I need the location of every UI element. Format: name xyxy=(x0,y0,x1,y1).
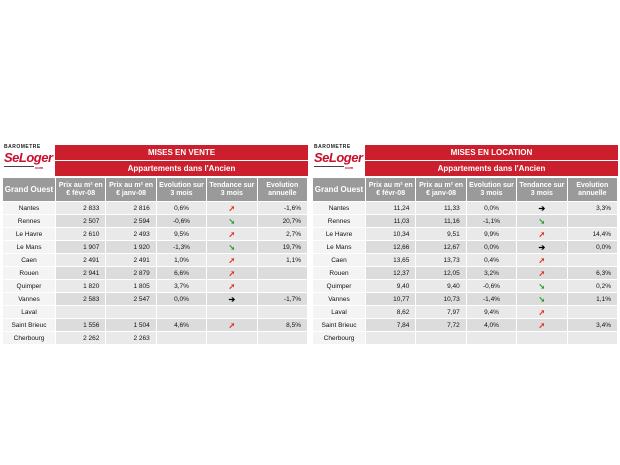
price-feb-cell xyxy=(366,332,416,345)
trend-cell xyxy=(207,202,257,215)
trend-cell xyxy=(207,254,257,267)
vente-table-body xyxy=(3,202,308,345)
trend-cell xyxy=(517,228,567,241)
city-cell: Le Havre xyxy=(313,228,366,241)
table-row xyxy=(313,293,618,306)
evol-annual-cell xyxy=(567,254,617,267)
evol-3m-cell: 0,4% xyxy=(466,254,516,267)
trend-cell xyxy=(517,293,567,306)
logo-top-text: BAROMETRE xyxy=(4,144,41,150)
evol-annual-cell xyxy=(257,332,307,345)
price-feb-cell: 7,84 xyxy=(366,319,416,332)
trend-flat-arrow-icon: ➔ xyxy=(228,294,236,304)
price-feb-cell: 2 507 xyxy=(56,215,106,228)
table-row xyxy=(3,254,308,267)
evol-annual-cell: 20,7% xyxy=(257,215,307,228)
evol-3m-cell: 0,6% xyxy=(156,202,206,215)
section-title: MISES EN VENTE xyxy=(55,145,308,161)
price-feb-cell: 9,40 xyxy=(366,280,416,293)
col-header-price-jan: Prix au m² en € janv-08 xyxy=(106,178,156,202)
city-cell: Cherbourg xyxy=(3,332,56,345)
table-header-row xyxy=(3,178,308,202)
evol-annual-cell: 8,5% xyxy=(257,319,307,332)
price-feb-cell: 2 583 xyxy=(56,293,106,306)
city-cell: Nantes xyxy=(3,202,56,215)
evol-3m-cell: 4,6% xyxy=(156,319,206,332)
trend-cell xyxy=(517,332,567,345)
trend-down-arrow-icon: ➘ xyxy=(538,216,546,226)
price-jan-cell: 11,16 xyxy=(416,215,466,228)
logo-underline xyxy=(314,166,344,167)
evol-3m-cell xyxy=(156,332,206,345)
col-header-trend-3m: Tendance sur 3 mois xyxy=(517,178,567,202)
trend-cell xyxy=(207,332,257,345)
price-jan-cell xyxy=(416,332,466,345)
city-cell: Le Mans xyxy=(313,241,366,254)
city-cell: Caen xyxy=(3,254,56,267)
col-header-trend-3m: Tendance sur 3 mois xyxy=(207,178,257,202)
price-jan-cell: 2 491 xyxy=(106,254,156,267)
evol-3m-cell xyxy=(466,332,516,345)
col-header-region: Grand Ouest xyxy=(3,178,56,202)
col-header-evol-annual: Evolution annuelle xyxy=(567,178,617,202)
city-cell: Quimper xyxy=(3,280,56,293)
trend-flat-arrow-icon: ➔ xyxy=(538,242,546,252)
price-jan-cell: 7,97 xyxy=(416,306,466,319)
price-jan-cell: 12,05 xyxy=(416,267,466,280)
evol-annual-cell xyxy=(567,332,617,345)
evol-annual-cell: 1,1% xyxy=(567,293,617,306)
table-row xyxy=(3,319,308,332)
evol-3m-cell: 6,6% xyxy=(156,267,206,280)
price-feb-cell: 2 941 xyxy=(56,267,106,280)
evol-annual-cell xyxy=(567,215,617,228)
evol-annual-cell: 0,2% xyxy=(567,280,617,293)
price-jan-cell: 7,72 xyxy=(416,319,466,332)
table-row xyxy=(313,319,618,332)
trend-down-arrow-icon: ➘ xyxy=(538,294,546,304)
col-header-evol-3m: Evolution sur 3 mois xyxy=(466,178,516,202)
evol-3m-cell: 0,0% xyxy=(466,202,516,215)
trend-up-arrow-icon: ➚ xyxy=(228,281,236,291)
city-cell: Saint Brieuc xyxy=(3,319,56,332)
city-cell: Rouen xyxy=(313,267,366,280)
table-row xyxy=(3,332,308,345)
price-jan-cell: 2 594 xyxy=(106,215,156,228)
trend-cell xyxy=(517,319,567,332)
price-feb-cell: 10,77 xyxy=(366,293,416,306)
col-header-price-jan: Prix au m² en € janv-08 xyxy=(416,178,466,202)
price-jan-cell: 9,51 xyxy=(416,228,466,241)
evol-annual-cell: 3,3% xyxy=(567,202,617,215)
city-cell: Cherbourg xyxy=(313,332,366,345)
table-row xyxy=(313,267,618,280)
trend-down-arrow-icon: ➘ xyxy=(228,242,236,252)
price-jan-cell: 9,40 xyxy=(416,280,466,293)
price-feb-cell: 1 820 xyxy=(56,280,106,293)
price-feb-cell: 1 907 xyxy=(56,241,106,254)
evol-3m-cell: 0,0% xyxy=(156,293,206,306)
city-cell: Laval xyxy=(313,306,366,319)
trend-cell xyxy=(207,267,257,280)
trend-cell xyxy=(207,215,257,228)
evol-3m-cell: -0,6% xyxy=(156,215,206,228)
price-feb-cell: 2 262 xyxy=(56,332,106,345)
table-row xyxy=(3,215,308,228)
table-row xyxy=(313,215,618,228)
evol-annual-cell: 0,0% xyxy=(567,241,617,254)
evol-3m-cell: 3,2% xyxy=(466,267,516,280)
city-cell: Nantes xyxy=(313,202,366,215)
seloger-logo xyxy=(312,145,365,175)
price-jan-cell: 2 816 xyxy=(106,202,156,215)
evol-annual-cell: 6,3% xyxy=(567,267,617,280)
evol-annual-cell xyxy=(257,267,307,280)
table-row xyxy=(3,202,308,215)
city-cell: Vannes xyxy=(3,293,56,306)
evol-3m-cell xyxy=(156,306,206,319)
city-cell: Le Havre xyxy=(3,228,56,241)
logo-top-text: BAROMETRE xyxy=(314,144,351,150)
section-subtitle: Appartements dans l'Ancien xyxy=(365,161,618,176)
price-jan-cell: 2 547 xyxy=(106,293,156,306)
location-table xyxy=(312,177,618,345)
price-jan-cell: 10,73 xyxy=(416,293,466,306)
price-feb-cell: 2 610 xyxy=(56,228,106,241)
trend-down-arrow-icon: ➘ xyxy=(228,216,236,226)
price-jan-cell: 13,73 xyxy=(416,254,466,267)
trend-cell xyxy=(517,241,567,254)
trend-cell xyxy=(207,306,257,319)
seloger-logo xyxy=(2,145,55,175)
vente-table xyxy=(2,177,308,345)
panel-mises-en-vente xyxy=(2,145,308,345)
price-feb-cell: 12,66 xyxy=(366,241,416,254)
table-row xyxy=(313,280,618,293)
table-row xyxy=(3,228,308,241)
city-cell: Rennes xyxy=(3,215,56,228)
evol-3m-cell: 9,9% xyxy=(466,228,516,241)
panel-header xyxy=(312,145,618,176)
trend-up-arrow-icon: ➚ xyxy=(538,307,546,317)
price-jan-cell: 2 263 xyxy=(106,332,156,345)
price-jan-cell: 11,33 xyxy=(416,202,466,215)
evol-3m-cell: -1,3% xyxy=(156,241,206,254)
logo-sub-text: com xyxy=(35,165,44,170)
evol-3m-cell: -1,4% xyxy=(466,293,516,306)
evol-annual-cell xyxy=(257,306,307,319)
trend-up-arrow-icon: ➚ xyxy=(228,229,236,239)
trend-up-arrow-icon: ➚ xyxy=(538,229,546,239)
evol-3m-cell: 9,5% xyxy=(156,228,206,241)
trend-up-arrow-icon: ➚ xyxy=(228,268,236,278)
trend-flat-arrow-icon: ➔ xyxy=(538,203,546,213)
price-jan-cell: 2 493 xyxy=(106,228,156,241)
table-row xyxy=(3,280,308,293)
evol-annual-cell: 14,4% xyxy=(567,228,617,241)
col-header-evol-3m: Evolution sur 3 mois xyxy=(156,178,206,202)
trend-cell xyxy=(517,280,567,293)
logo-sub-text: com xyxy=(345,165,354,170)
price-feb-cell xyxy=(56,306,106,319)
evol-annual-cell: 3,4% xyxy=(567,319,617,332)
col-header-price-feb: Prix au m² en € févr-08 xyxy=(56,178,106,202)
table-row xyxy=(313,254,618,267)
trend-cell xyxy=(207,293,257,306)
trend-up-arrow-icon: ➚ xyxy=(538,320,546,330)
evol-annual-cell: -1,7% xyxy=(257,293,307,306)
evol-annual-cell: 1,1% xyxy=(257,254,307,267)
trend-cell xyxy=(517,267,567,280)
evol-3m-cell: 9,4% xyxy=(466,306,516,319)
trend-up-arrow-icon: ➚ xyxy=(538,268,546,278)
table-row xyxy=(313,228,618,241)
trend-up-arrow-icon: ➚ xyxy=(228,203,236,213)
price-jan-cell: 1 920 xyxy=(106,241,156,254)
price-feb-cell: 8,62 xyxy=(366,306,416,319)
trend-cell xyxy=(517,306,567,319)
logo-main-text: SeLoger xyxy=(4,150,53,165)
table-row xyxy=(3,306,308,319)
price-jan-cell: 12,67 xyxy=(416,241,466,254)
trend-cell xyxy=(207,228,257,241)
panel-header xyxy=(2,145,308,176)
price-jan-cell: 2 879 xyxy=(106,267,156,280)
price-jan-cell xyxy=(106,306,156,319)
city-cell: Laval xyxy=(3,306,56,319)
price-feb-cell: 11,24 xyxy=(366,202,416,215)
col-header-price-feb: Prix au m² en € févr-08 xyxy=(366,178,416,202)
city-cell: Rouen xyxy=(3,267,56,280)
price-feb-cell: 1 556 xyxy=(56,319,106,332)
table-header-row xyxy=(313,178,618,202)
city-cell: Le Mans xyxy=(3,241,56,254)
logo-main-text: SeLoger xyxy=(314,150,363,165)
price-feb-cell: 12,37 xyxy=(366,267,416,280)
trend-cell xyxy=(517,202,567,215)
city-cell: Saint Brieuc xyxy=(313,319,366,332)
price-feb-cell: 2 491 xyxy=(56,254,106,267)
city-cell: Caen xyxy=(313,254,366,267)
table-row xyxy=(313,332,618,345)
section-title: MISES EN LOCATION xyxy=(365,145,618,161)
trend-cell xyxy=(517,215,567,228)
table-row xyxy=(3,241,308,254)
trend-cell xyxy=(207,280,257,293)
trend-up-arrow-icon: ➚ xyxy=(228,255,236,265)
city-cell: Rennes xyxy=(313,215,366,228)
evol-3m-cell: 1,0% xyxy=(156,254,206,267)
price-feb-cell: 2 833 xyxy=(56,202,106,215)
section-subtitle: Appartements dans l'Ancien xyxy=(55,161,308,176)
evol-3m-cell: -1,1% xyxy=(466,215,516,228)
evol-annual-cell: -1,6% xyxy=(257,202,307,215)
price-jan-cell: 1 504 xyxy=(106,319,156,332)
price-feb-cell: 10,34 xyxy=(366,228,416,241)
city-cell: Quimper xyxy=(313,280,366,293)
evol-annual-cell: 19,7% xyxy=(257,241,307,254)
city-cell: Vannes xyxy=(313,293,366,306)
price-feb-cell: 11,03 xyxy=(366,215,416,228)
table-row xyxy=(3,293,308,306)
evol-annual-cell xyxy=(257,280,307,293)
table-row xyxy=(313,202,618,215)
evol-3m-cell: 4,0% xyxy=(466,319,516,332)
price-feb-cell: 13,65 xyxy=(366,254,416,267)
evol-3m-cell: 3,7% xyxy=(156,280,206,293)
price-jan-cell: 1 805 xyxy=(106,280,156,293)
panel-mises-en-location xyxy=(312,145,618,345)
table-row xyxy=(313,241,618,254)
location-table-body xyxy=(313,202,618,345)
trend-cell xyxy=(207,319,257,332)
trend-cell xyxy=(517,254,567,267)
trend-down-arrow-icon: ➘ xyxy=(538,281,546,291)
col-header-region: Grand Ouest xyxy=(313,178,366,202)
table-row xyxy=(3,267,308,280)
evol-annual-cell: 2,7% xyxy=(257,228,307,241)
col-header-evol-annual: Evolution annuelle xyxy=(257,178,307,202)
table-row xyxy=(313,306,618,319)
trend-cell xyxy=(207,241,257,254)
logo-underline xyxy=(4,166,34,167)
evol-3m-cell: -0,6% xyxy=(466,280,516,293)
evol-3m-cell: 0,0% xyxy=(466,241,516,254)
trend-up-arrow-icon: ➚ xyxy=(538,255,546,265)
trend-up-arrow-icon: ➚ xyxy=(228,320,236,330)
evol-annual-cell xyxy=(567,306,617,319)
